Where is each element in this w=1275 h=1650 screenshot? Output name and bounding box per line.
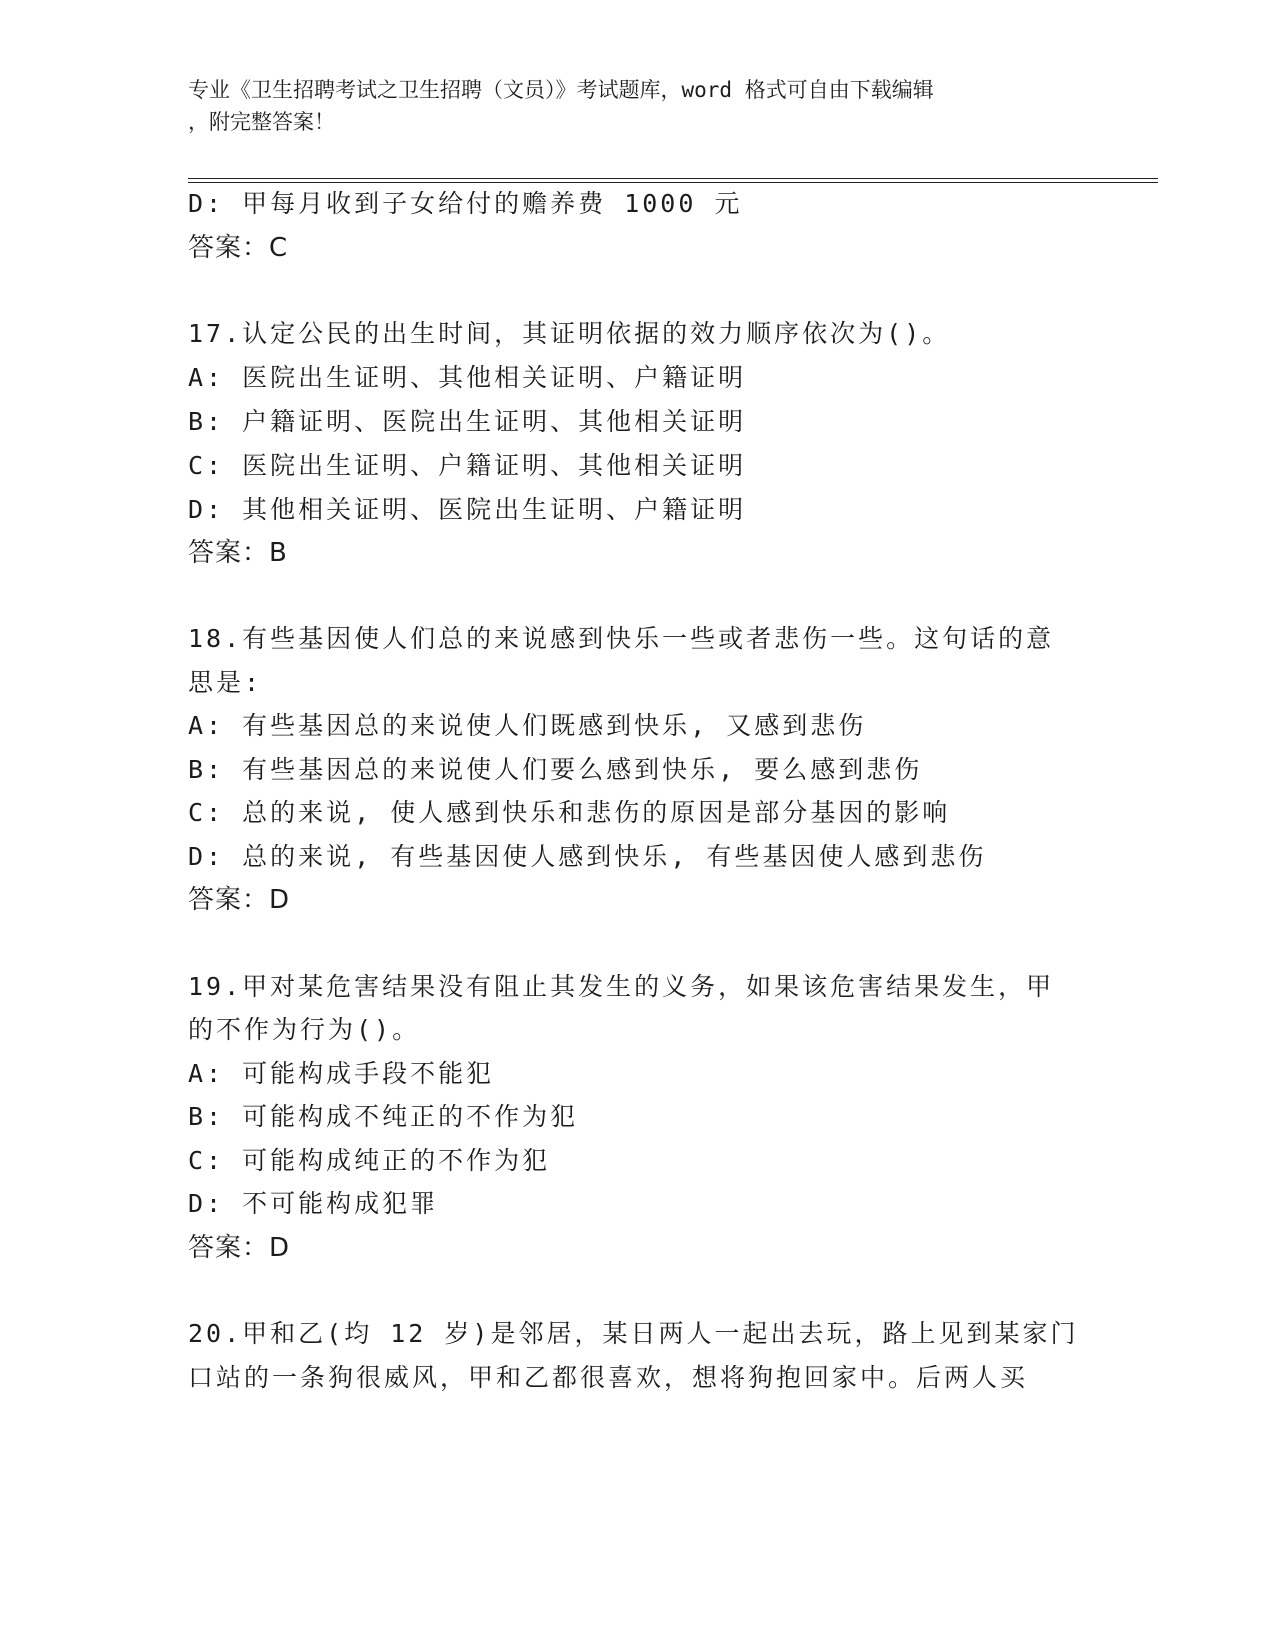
option-d: D: 其他相关证明、医院出生证明、户籍证明 — [188, 495, 747, 524]
answer: 答案：B — [188, 538, 288, 568]
option-a: A: 医院出生证明、其他相关证明、户籍证明 — [188, 363, 747, 392]
option-c: C: 医院出生证明、户籍证明、其他相关证明 — [188, 451, 747, 480]
header-line-1: 专业《卫生招聘考试之卫生招聘（文员）》考试题库，word 格式可自由下载编辑 — [188, 78, 934, 102]
question-text-line-1: 20.甲和乙(均 12 岁)是邻居，某日两人一起出去玩，路上见到某家门 — [188, 1319, 1079, 1348]
option-b: B: 户籍证明、医院出生证明、其他相关证明 — [188, 407, 747, 436]
option-a: A: 有些基因总的来说使人们既感到快乐, 又感到悲伤 — [188, 711, 867, 740]
option-d: D: 总的来说, 有些基因使人感到快乐, 有些基因使人感到悲伤 — [188, 842, 987, 871]
question-text-line-2: 口站的一条狗很威风，甲和乙都很喜欢，想将狗抱回家中。后两人买 — [188, 1363, 1029, 1392]
header-divider — [188, 178, 1158, 183]
question-text-line-1: 19.甲对某危害结果没有阻止其发生的义务，如果该危害结果发生，甲 — [188, 972, 1055, 1001]
question-text: 17.认定公民的出生时间，其证明依据的效力顺序依次为()。 — [188, 319, 951, 348]
option-c: C: 总的来说, 使人感到快乐和悲伤的原因是部分基因的影响 — [188, 798, 951, 827]
option-d: D: 不可能构成犯罪 — [188, 1189, 439, 1218]
question-text-line-1: 18.有些基因使人们总的来说感到快乐一些或者悲伤一些。这句话的意 — [188, 624, 1055, 653]
prev-answer: 答案：C — [188, 233, 289, 263]
answer: 答案：D — [188, 1233, 291, 1263]
option-c: C: 可能构成纯正的不作为犯 — [188, 1146, 551, 1175]
header-line-2: ，附完整答案！ — [188, 110, 335, 134]
option-b: B: 可能构成不纯正的不作为犯 — [188, 1102, 579, 1131]
answer: 答案：D — [188, 885, 291, 915]
question-text-line-2: 思是: — [188, 668, 263, 697]
option-b: B: 有些基因总的来说使人们要么感到快乐, 要么感到悲伤 — [188, 755, 923, 784]
prev-option-d: D: 甲每月收到子女给付的赡养费 1000 元 — [188, 189, 743, 218]
question-text-line-2: 的不作为行为()。 — [188, 1015, 421, 1044]
option-a: A: 可能构成手段不能犯 — [188, 1059, 495, 1088]
